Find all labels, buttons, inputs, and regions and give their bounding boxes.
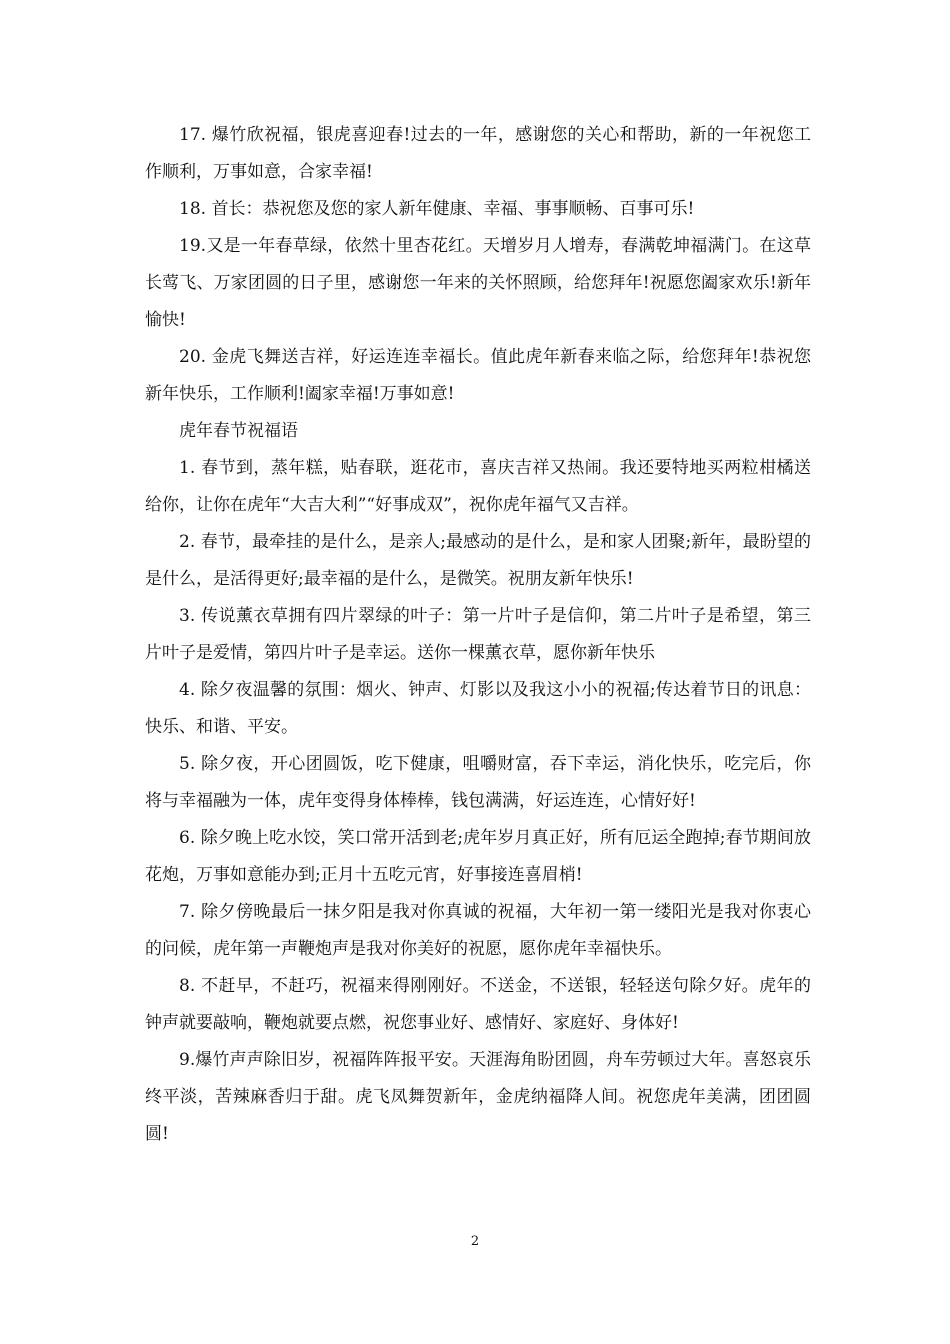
greeting-9: 9.爆竹声声除旧岁，祝福阵阵报平安。天涯海角盼团圆，舟车劳顿过大年。喜怒哀乐终平淡，苦辣麻香归于甜。虎飞凤舞贺新年，金虎纳福降人间。祝您虎年美满，团团圆圆! [145,1050,811,1144]
greeting-3: 3. 传说薰衣草拥有四片翠绿的叶子：第一片叶子是信仰，第二片叶子是希望，第三片叶子是爱情，第四片叶子是幸运。送你一棵薰衣草，愿你新年快乐 [145,606,811,663]
paragraph-18: 18. 首长：恭祝您及您的家人新年健康、幸福、事事顺畅、百事可乐! [179,199,695,219]
section-heading: 虎年春节祝福语 [179,421,298,441]
document-body [145,117,811,1153]
greeting-1: 1. 春节到，蒸年糕，贴春联，逛花市，喜庆吉祥又热闹。我还要特地买两粒柑橘送给你，让你在虎年“大吉大利”“好事成双”，祝你虎年福气又吉祥。 [145,458,811,515]
paragraph-20: 20. 金虎飞舞送吉祥，好运连连幸福长。值此虎年新春来临之际，给您拜年!恭祝您新年快乐，工作顺利!阖家幸福!万事如意! [145,347,811,404]
greeting-8: 8. 不赶早，不赶巧，祝福来得刚刚好。不送金，不送银，轻轻送句除夕好。虎年的钟声就要敲响，鞭炮就要点燃，祝您事业好、感情好、家庭好、身体好! [145,976,811,1033]
greeting-2: 2. 春节，最牵挂的是什么，是亲人;最感动的是什么，是和家人团聚;新年，最盼望的是什么，是活得更好;最幸福的是什么，是微笑。祝朋友新年快乐! [145,532,811,589]
greeting-6: 6. 除夕晚上吃水饺，笑口常开活到老;虎年岁月真正好，所有厄运全跑掉;春节期间放花炮，万事如意能办到;正月十五吃元宵，好事接连喜眉梢! [145,828,811,885]
paragraph-17: 17. 爆竹欣祝福，银虎喜迎春!过去的一年，感谢您的关心和帮助，新的一年祝您工作顺利，万事如意，合家幸福! [145,125,811,182]
page-number: 2 [470,1234,480,1249]
paragraph-19: 19.又是一年春草绿，依然十里杏花红。天增岁月人增寿，春满乾坤福满门。在这草长莺飞、万家团圆的日子里，感谢您一年来的关怀照顾，给您拜年!祝愿您阖家欢乐!新年愉快! [145,236,811,330]
greeting-7: 7. 除夕傍晚最后一抹夕阳是我对你真诚的祝福，大年初一第一缕阳光是我对你衷心的问候，虎年第一声鞭炮声是我对你美好的祝愿，愿你虎年幸福快乐。 [145,902,811,959]
greeting-5: 5. 除夕夜，开心团圆饭，吃下健康，咀嚼财富，吞下幸运，消化快乐，吃完后，你将与幸福融为一体，虎年变得身体棒棒，钱包满满，好运连连，心情好好! [145,754,811,811]
greeting-4: 4. 除夕夜温馨的氛围：烟火、钟声、灯影以及我这小小的祝福;传达着节日的讯息：快乐、和谐、平安。 [145,680,811,737]
